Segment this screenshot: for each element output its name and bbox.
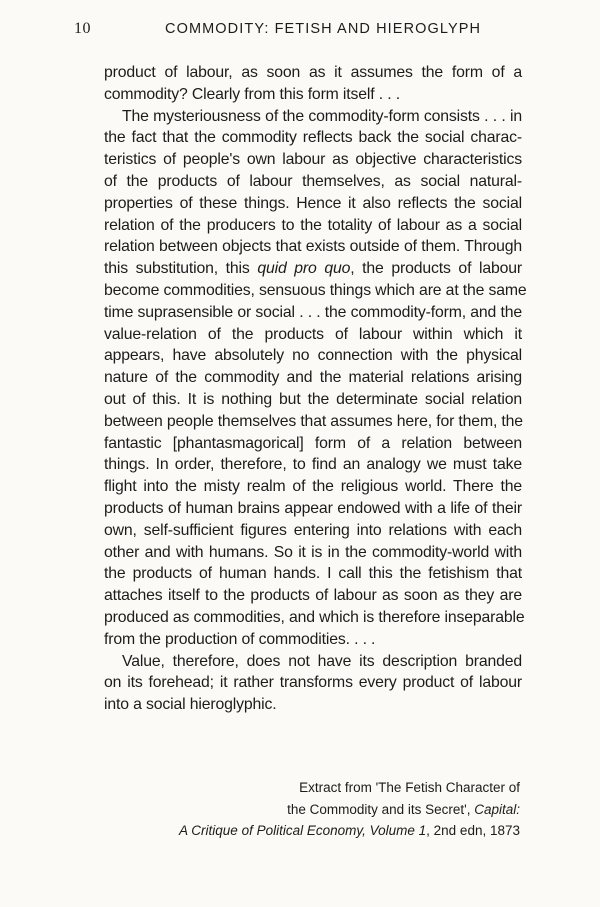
- source-citation: [179, 777, 520, 842]
- page-number: 10: [74, 20, 91, 37]
- text-line: nature of the commodity and the material relations arising: [104, 369, 522, 387]
- text-segment: this substitution, this: [104, 260, 258, 278]
- text-line: appears, have absolutely no connection with the physical: [104, 347, 522, 365]
- text-line: properties of these things. Hence it also reflects the social: [104, 194, 522, 212]
- text-line: The mysteriousness of the commodity-form consists . . . in: [122, 107, 522, 125]
- text-segment: , the products of labour: [350, 260, 522, 278]
- text-line: own, self-sufficient figures entering into relations with each: [104, 521, 522, 539]
- text-line: from the production of commodities. . . .: [104, 630, 376, 648]
- italic-phrase: quid pro quo: [257, 260, 351, 278]
- text-line: other and with humans. So it is in the commodity-world with: [104, 543, 522, 561]
- text-line: relation of the producers to the totality of labour as a social: [104, 216, 522, 234]
- text-line: attaches itself to the products of labour as soon as they are: [104, 587, 522, 605]
- text-line: commodity? Clearly from this form itself . . .: [104, 85, 400, 103]
- running-head: COMMODITY: FETISH AND HIEROGLYPH: [165, 21, 482, 37]
- citation-title: Capital:: [474, 801, 520, 817]
- text-line: on its forehead; it rather transforms every product of labour: [104, 674, 522, 692]
- text-line: the fact that the commodity reflects back the social charac-: [104, 129, 522, 147]
- citation-title: A Critique of Political Economy, Volume 1: [179, 823, 427, 839]
- text-line: between people themselves that assumes here, for them, the: [104, 412, 523, 430]
- text-line: into a social hieroglyphic.: [104, 696, 277, 714]
- text-line: things. In order, therefore, to find an analogy we must take: [104, 456, 522, 474]
- text-line: value-relation of the products of labour within which it: [104, 325, 522, 343]
- text-line: fantastic [phantasmagorical] form of a relation between: [104, 434, 522, 452]
- text-line: become commodities, sensuous things which are at the same: [104, 281, 527, 299]
- body-text: [104, 62, 527, 716]
- text-line: of the products of labour themselves, as social natural-: [104, 172, 522, 190]
- text-line: relation between objects that exists outside of them. Through: [104, 238, 522, 256]
- text-line: products of human brains appear endowed with a life of their: [104, 499, 522, 517]
- citation-line: [179, 820, 520, 842]
- citation-line: Extract from 'The Fetish Character of: [299, 780, 520, 795]
- text-line: Value, therefore, does not have its description branded: [122, 652, 522, 670]
- text-line: flight into the misty realm of the religious world. There the: [104, 478, 522, 496]
- text-line: time suprasensible or social . . . the commodity-form, and the: [104, 303, 522, 321]
- text-line: product of labour, as soon as it assumes the form of a: [104, 64, 522, 81]
- text-line: the products of human hands. I call this the fetishism that: [104, 565, 522, 583]
- text-line: produced as commodities, and which is therefore inseparable: [104, 608, 525, 626]
- text-line-italic: [104, 258, 522, 280]
- text-line: teristics of people's own labour as objective characteristics: [104, 151, 522, 169]
- text-line: out of this. It is nothing but the determinate social relation: [104, 390, 522, 408]
- citation-segment: the Commodity and its Secret',: [287, 801, 475, 817]
- citation-line: [179, 799, 520, 821]
- citation-segment: , 2nd edn, 1873: [426, 823, 520, 839]
